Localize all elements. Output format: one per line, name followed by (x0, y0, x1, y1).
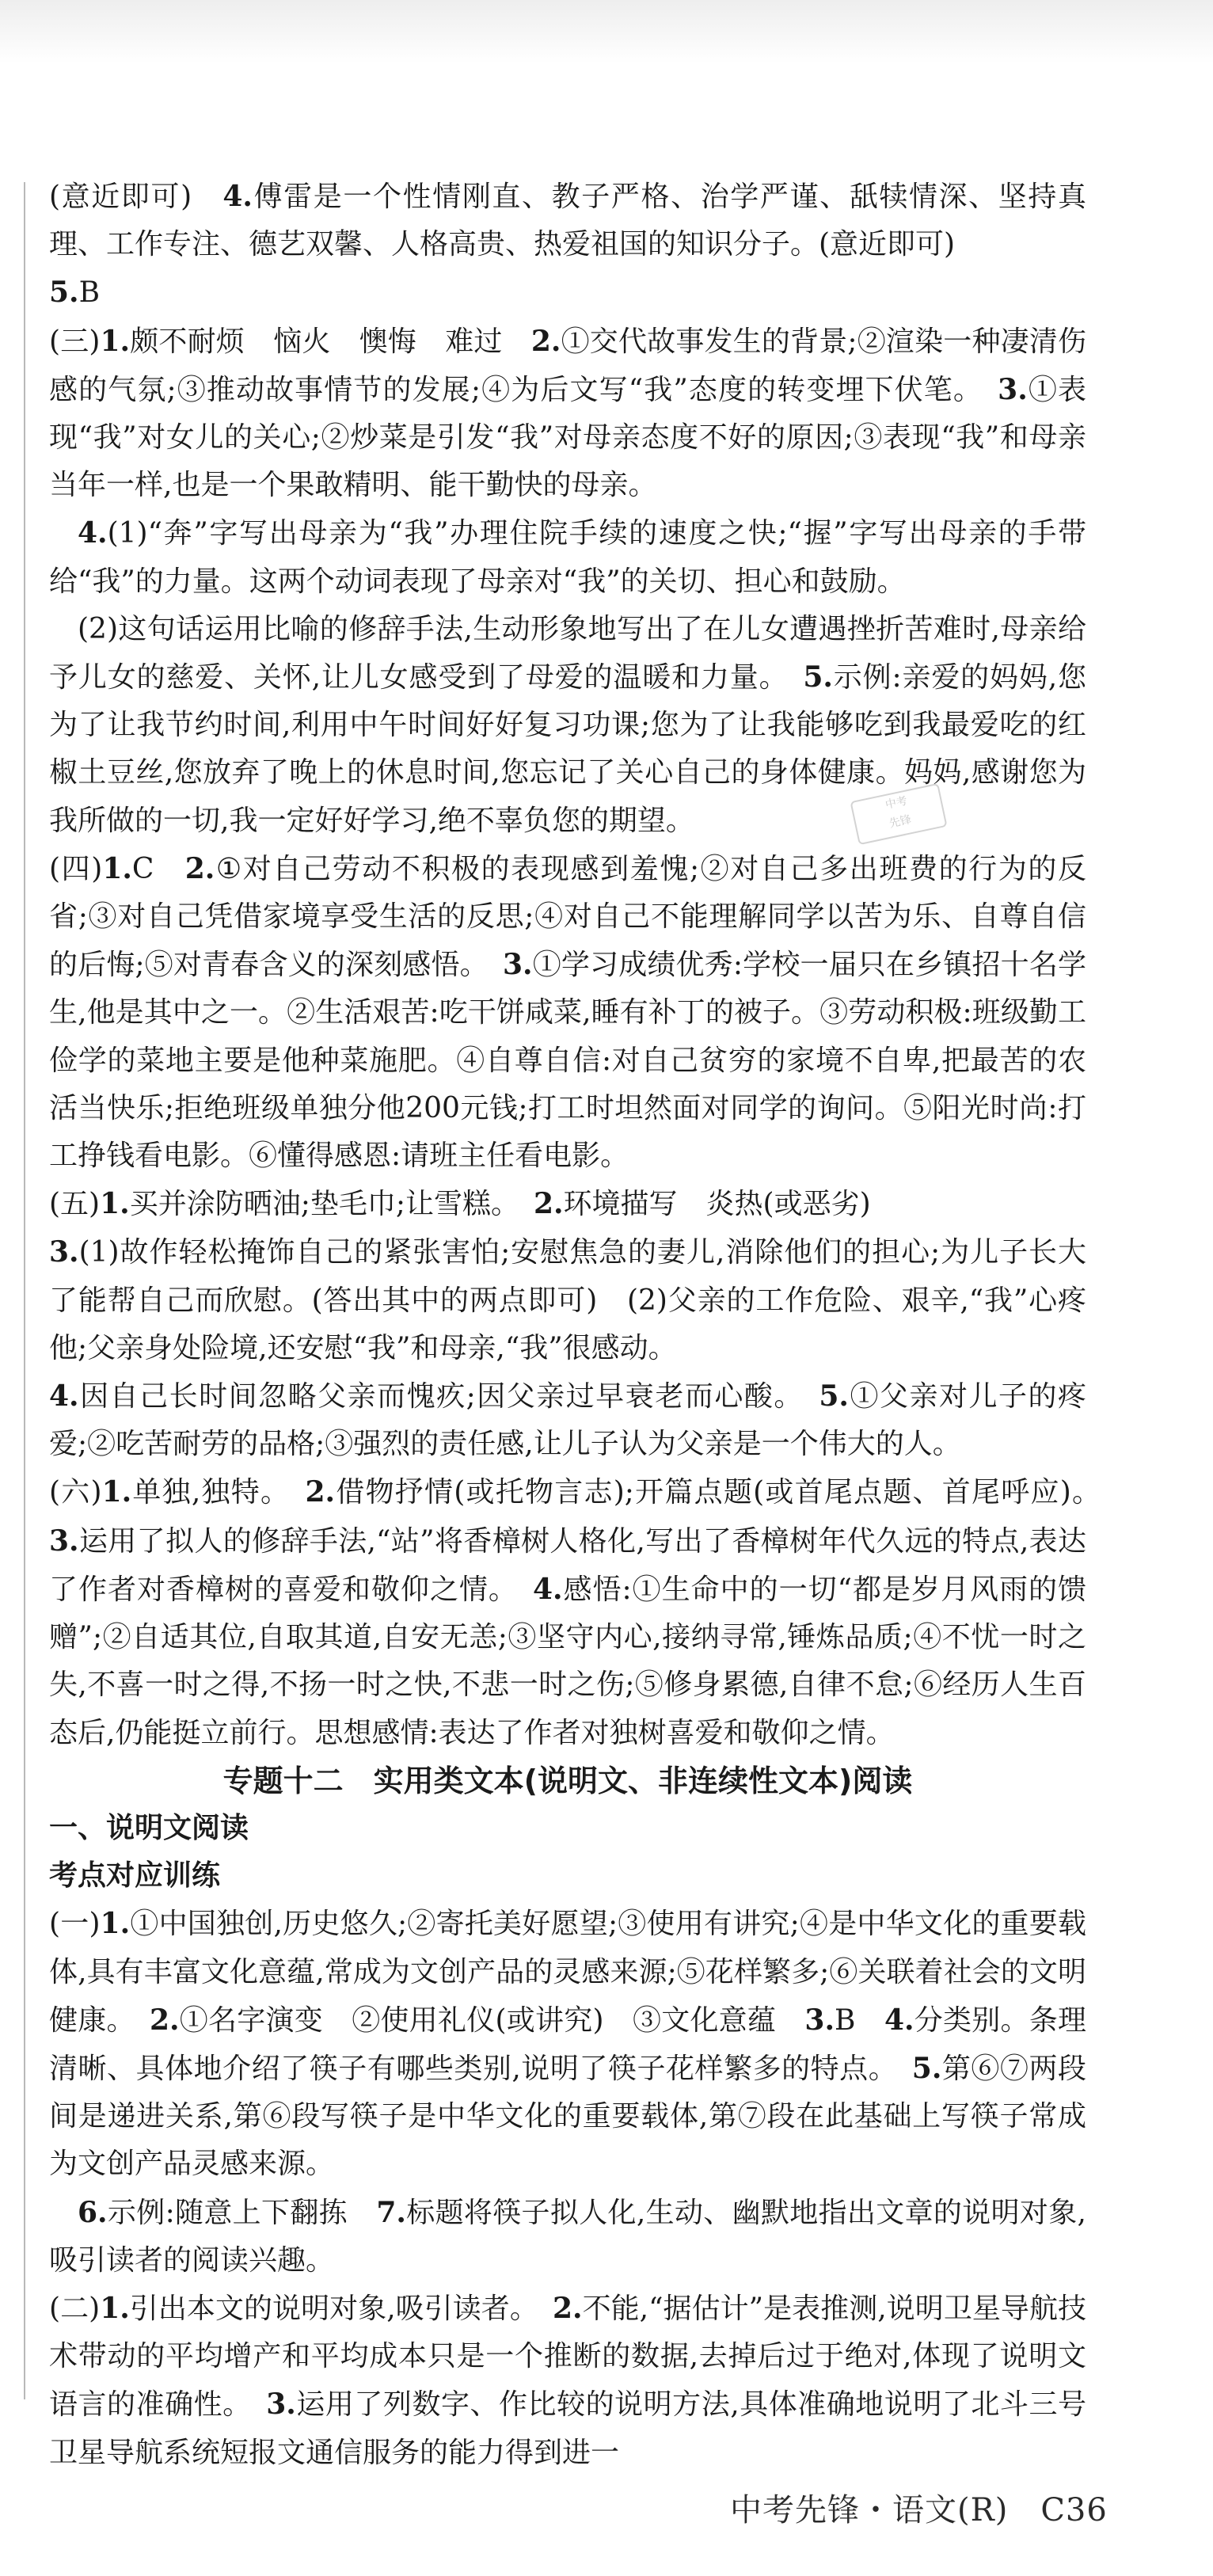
question-number: 3. (804, 2003, 835, 2037)
answer-text: 单独,独特。 (131, 1476, 306, 1509)
answer-text: 示例:随意上下翻拣 (107, 2196, 377, 2229)
answer-text: ①交代故事发生的背景;②渲染一种凄清伤感的气氛;③推动故事情节的发展;④为后文写“我”态度的转变埋下伏笔。 (49, 325, 1086, 406)
question-number: 2. (184, 851, 215, 885)
answer-text: (意近即可) (49, 181, 223, 213)
answer-text: ①对自己劳动不积极的表现感到羞愧;②对自己多出班费的行为的反省;③对自己凭借家境享受生活的反思;④对自己不能理解同学以苦为乐、自尊自信的后悔;⑤对青春含义的深刻感悟。 (49, 852, 1087, 982)
question-number: 1. (101, 1475, 132, 1509)
answer-text: 因自己长时间忽略父亲而愧疚;因父亲过早衰老而心酸。 (78, 1380, 819, 1414)
answer-paragraph (49, 1228, 1086, 1372)
question-number: 3. (266, 2388, 296, 2422)
answer-paragraph (49, 1900, 1086, 2188)
question-number: 7. (376, 2195, 406, 2229)
answer-text: ①名字演变 ②使用礼仪(或讲究) ③文化意蕴 (179, 2003, 805, 2037)
answer-text: 第⑥⑦两段间是递进关系,第⑥段写筷子是中华文化的重要载体,第⑦段在此基础上写筷子常成为文创产品灵感来源。 (49, 2052, 1086, 2181)
question-number: 1. (100, 2291, 130, 2325)
answer-paragraph (49, 268, 1086, 317)
question-number: 1. (100, 1907, 131, 1941)
stamp-line-2: 先锋 (888, 813, 913, 831)
answer-text: ①表现“我”对女儿的关心;②炒菜是引发“我”对母亲态度不好的原因;③表现“我”和母亲当年一样,也是一个果敢精明、能干勤快的母亲。 (49, 373, 1086, 502)
question-number: 5. (803, 660, 833, 694)
question-number: 4. (49, 1379, 79, 1414)
question-number: 4. (78, 516, 108, 550)
answer-text: (2)这句话运用比喻的修辞手法,生动形象地写出了在儿女遭遇挫折苦难时,母亲给予儿女的慈爱、关怀,让儿女感受到了母爱的温暖和力量。 (49, 612, 1086, 694)
stamp-line-1: 中考 (884, 794, 909, 812)
answer-text: 引出本文的说明对象,吸引读者。 (129, 2292, 553, 2325)
binding-margin-line (24, 182, 25, 2399)
page-footer: 中考先锋・语文(R) C36 (730, 2492, 1108, 2528)
question-number: 1. (102, 851, 132, 885)
answer-paragraph (49, 318, 1086, 510)
question-number: 5. (49, 276, 79, 310)
answer-text: 运用了列数字、作比较的说明方法,具体准确地说明了北斗三号卫星导航系统短报文通信服务的能力得到进一 (49, 2388, 1086, 2469)
question-number: 2. (552, 2291, 583, 2325)
answer-text: (1)故作轻松掩饰自己的紧张害怕;安慰焦急的妻儿,消除他们的担心;为儿子长大了能帮自己而欣慰。(答出其中的两点即可) (2)父亲的工作危险、艰辛,“我”心疼他;父亲身处险境,还安慰“我”和母亲,“我”很感动。 (49, 1236, 1086, 1364)
answer-text: 标题将筷子拟人化,生动、幽默地指出文章的说明对象,吸引读者的阅读兴趣。 (49, 2196, 1086, 2277)
answer-text: 专题十二 实用类文本(说明文、非连续性文本)阅读 (222, 1763, 913, 1798)
answer-text: (三) (49, 325, 101, 358)
answer-text: 傅雷是一个性情刚直、教子严格、治学严谨、舐犊情深、坚持真理、工作专注、德艺双馨、人格高贵、热爱祖国的知识分子。(意近即可) (49, 181, 1086, 261)
question-number: 3. (502, 948, 533, 982)
question-number: 4. (884, 2003, 915, 2037)
answer-text: (一) (49, 1908, 101, 1941)
answer-text: B (835, 2003, 884, 2037)
answer-text: 示例:亲爱的妈妈,您为了让我节约时间,利用中午时间好好复习功课;您为了让我能够吃到我最爱吃的红椒土豆丝,您放弃了晚上的休息时间,您忘记了关心自己的身体健康。妈妈,感谢您为我所做的一切,我一定好好学习,绝不辜负您的期望。 (49, 661, 1086, 837)
question-number: 4. (222, 180, 253, 213)
answer-text: 运用了拟人的修辞手法,“站”将香樟树人格化,写出了香樟树年代久远的特点,表达了作者对香樟树的喜爱和敬仰之情。 (49, 1524, 1086, 1606)
answer-paragraph (49, 845, 1086, 1180)
answer-text: 借物抒情(或托物言志);开篇点题(或首尾点题、首尾呼应)。 (335, 1476, 1115, 1509)
question-number: 1. (100, 1187, 130, 1221)
answer-text: ①学习成绩优秀:学校一届只在乡镇招十名学生,他是其中之一。②生活艰苦:吃干饼咸菜,睡有补丁的被子。③劳动积极:班级勤工俭学的菜地主要是他种菜施肥。④自尊自信:对自己贫穷的家境不自卑,把最苦的农活当快乐;拒绝班级单独分他200元钱;打工时坦然面对同学的询问。⑤阳光时尚:打工挣钱看电影。⑥懂得感恩:请班主任看电影。 (49, 949, 1086, 1173)
question-number: 2. (530, 324, 561, 358)
answer-text: (二) (49, 2292, 101, 2325)
answer-paragraph (49, 173, 1086, 268)
answer-text: (四) (49, 852, 103, 885)
question-number: 3. (49, 1235, 79, 1269)
answer-text-column (49, 173, 1115, 2477)
question-number: 5. (819, 1379, 849, 1414)
answer-text: C (131, 852, 185, 885)
answer-text: (六) (49, 1476, 102, 1509)
section-heading (49, 1757, 1086, 1805)
answer-text: ①中国独创,历史悠久;②寄托美好愿望;③使用有讲究;④是中华文化的重要载体,具有丰富文化意蕴,常成为文创产品的灵感来源;⑤花样繁多;⑥关联着社会的文明健康。 (49, 1908, 1086, 2037)
answer-text: 分类别。条理清晰、具体地介绍了筷子有哪些类别,说明了筷子花样繁多的特点。 (49, 2003, 1086, 2085)
answer-text: (1)“奔”字写出母亲为“我”办理住院手续的速度之快;“握”字写出母亲的手带给“我”的力量。这两个动词表现了母亲对“我”的关切、担心和鼓励。 (49, 517, 1086, 598)
question-number: 4. (532, 1572, 563, 1606)
answer-paragraph (49, 1372, 1086, 1468)
sub-heading (49, 1852, 1086, 1900)
question-number: 2. (305, 1475, 336, 1509)
answer-text: 环境描写 炎热(或恶劣) (563, 1188, 871, 1221)
question-number: 2. (149, 2003, 180, 2037)
sub-heading (49, 1805, 1086, 1852)
question-number: 5. (911, 2051, 942, 2085)
question-number: 2. (533, 1187, 564, 1221)
answer-text: ①父亲对儿子的疼爱;②吃苦耐劳的品格;③强烈的责任感,让儿子认为父亲是一个伟大的人。 (49, 1380, 1086, 1461)
answer-text: 买并涂防晒油;垫毛巾;让雪糕。 (129, 1188, 534, 1221)
answer-text: 颇不耐烦 恼火 懊悔 难过 (130, 325, 531, 358)
question-number: 6. (78, 2195, 108, 2229)
answer-text: B (78, 276, 101, 310)
answer-text: 不能,“据估计”是表推测,说明卫星导航技术带动的平均增产和平均成本只是一个推断的数据,去掉后过于绝对,体现了说明文语言的准确性。 (49, 2292, 1087, 2422)
answer-paragraph (49, 1180, 1086, 1228)
answer-paragraph (49, 606, 1086, 845)
question-number: 1. (100, 324, 131, 358)
answer-text: (五) (49, 1188, 101, 1221)
answer-text: 考点对应训练 (49, 1859, 221, 1893)
answer-paragraph (49, 1468, 1115, 1756)
page-top-shade (0, 0, 1213, 63)
question-number: 3. (998, 372, 1028, 406)
answer-text: 感悟:①生命中的一切“都是岁月风雨的馈赠”;②自适其位,自取其道,自安无恙;③坚守内心,接纳寻常,锤炼品质;④不忧一时之失,不喜一时之得,不扬一时之快,不悲一时之伤;⑤修身累德,自律不怠;⑥经历人生百态后,仍能挺立前行。思想感情:表达了作者对独树喜爱和敬仰之情。 (49, 1573, 1086, 1749)
question-number: 3. (49, 1524, 79, 1558)
answer-text: 一、说明文阅读 (49, 1811, 249, 1844)
answer-paragraph (49, 2285, 1086, 2477)
answer-paragraph (49, 509, 1086, 605)
answer-paragraph (49, 2189, 1086, 2285)
